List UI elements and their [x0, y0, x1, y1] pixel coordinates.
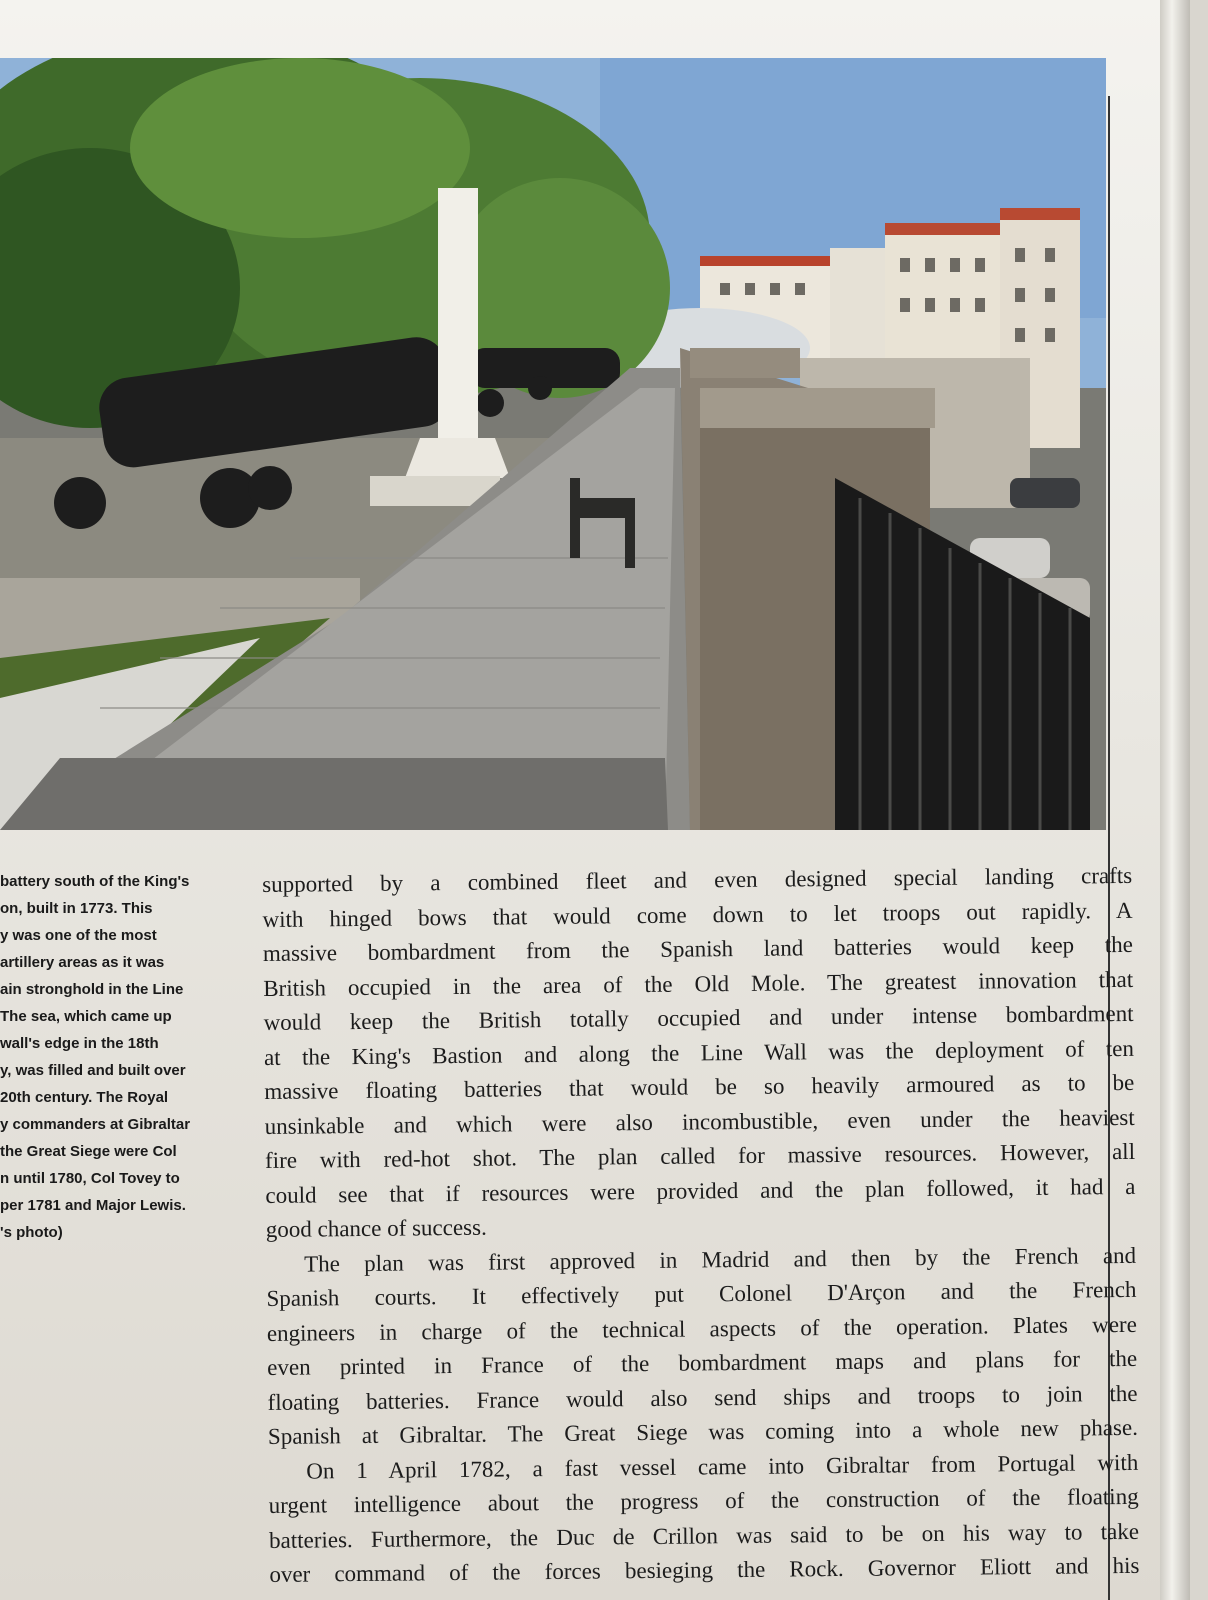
text-line: fire with red-hot shot. The plan called for massive resources. However, all	[264, 1138, 1136, 1173]
caption-line: y commanders at Gibraltar	[0, 1116, 191, 1133]
text-line: even printed in France of the bombardment maps and plans for the	[267, 1345, 1138, 1380]
caption-line: y was one of the most	[0, 927, 157, 944]
text-line: over command of the forces besieging the Rock. Governor Eliott and his	[269, 1552, 1140, 1587]
caption-line: artillery areas as it was	[0, 954, 165, 971]
photo-caption	[0, 868, 236, 1246]
caption-line: per 1781 and Major Lewis.	[0, 1197, 186, 1214]
photograph-battery-walkway	[0, 58, 1106, 830]
text-line: urgent intelligence about the progress of the construction of the floating	[268, 1483, 1139, 1518]
caption-line: the Great Siege were Col	[0, 1143, 177, 1160]
text-line: unsinkable and which were also incombustible, even under the heaviest	[264, 1104, 1135, 1139]
text-line: floating batteries. France would also send ships and troops to join the	[267, 1380, 1138, 1415]
text-line: batteries. Furthermore, the Duc de Crillon was said to be on his way to take	[268, 1518, 1140, 1553]
body-text	[262, 859, 1140, 1593]
text-line: Spanish courts. It effectively put Colonel D'Arçon and the French	[266, 1276, 1137, 1311]
caption-line: The sea, which came up	[0, 1008, 172, 1025]
caption-line: ain stronghold in the Line	[0, 981, 184, 998]
text-line: supported by a combined fleet and even designed special landing crafts	[262, 862, 1133, 897]
caption-line: on, built in 1773. This	[0, 900, 153, 917]
caption-line: n until 1780, Col Tovey to	[0, 1170, 180, 1187]
text-line: massive floating batteries that would be so heavily armoured as to be	[264, 1069, 1135, 1104]
text-line: massive bombardment from the Spanish land batteries would keep the	[262, 931, 1133, 966]
text-line: British occupied in the area of the Old Mole. The greatest innovation that	[263, 966, 1134, 1001]
text-line: The plan was first approved in Madrid and then by the French and	[304, 1242, 1137, 1277]
caption-line: 20th century. The Royal	[0, 1089, 169, 1106]
text-line: at the King's Bastion and along the Line Wall was the deployment of ten	[263, 1035, 1135, 1070]
caption-line: wall's edge in the 18th	[0, 1035, 159, 1052]
text-line: engineers in charge of the technical aspects of the operation. Plates were	[266, 1311, 1137, 1346]
text-line: good chance of success.	[265, 1214, 487, 1242]
text-line: could see that if resources were provided and the plan followed, it had a	[265, 1173, 1136, 1208]
text-line: with hinged bows that would come down to let troops out rapidly. A	[262, 897, 1133, 932]
body-paragraph	[268, 1445, 1139, 1592]
page-edge	[1160, 0, 1190, 1600]
body-paragraph	[262, 859, 1136, 1248]
caption-line: y, was filled and built over	[0, 1062, 186, 1079]
text-line: On 1 April 1782, a fast vessel came into Gibraltar from Portugal with	[306, 1449, 1139, 1484]
body-paragraph	[266, 1238, 1138, 1454]
caption-line: 's photo)	[0, 1224, 63, 1241]
text-line: would keep the British totally occupied and under intense bombardment	[263, 1000, 1134, 1035]
caption-line: battery south of the King's	[0, 873, 190, 890]
text-line: Spanish at Gibraltar. The Great Siege was coming into a whole new phase.	[267, 1414, 1139, 1449]
